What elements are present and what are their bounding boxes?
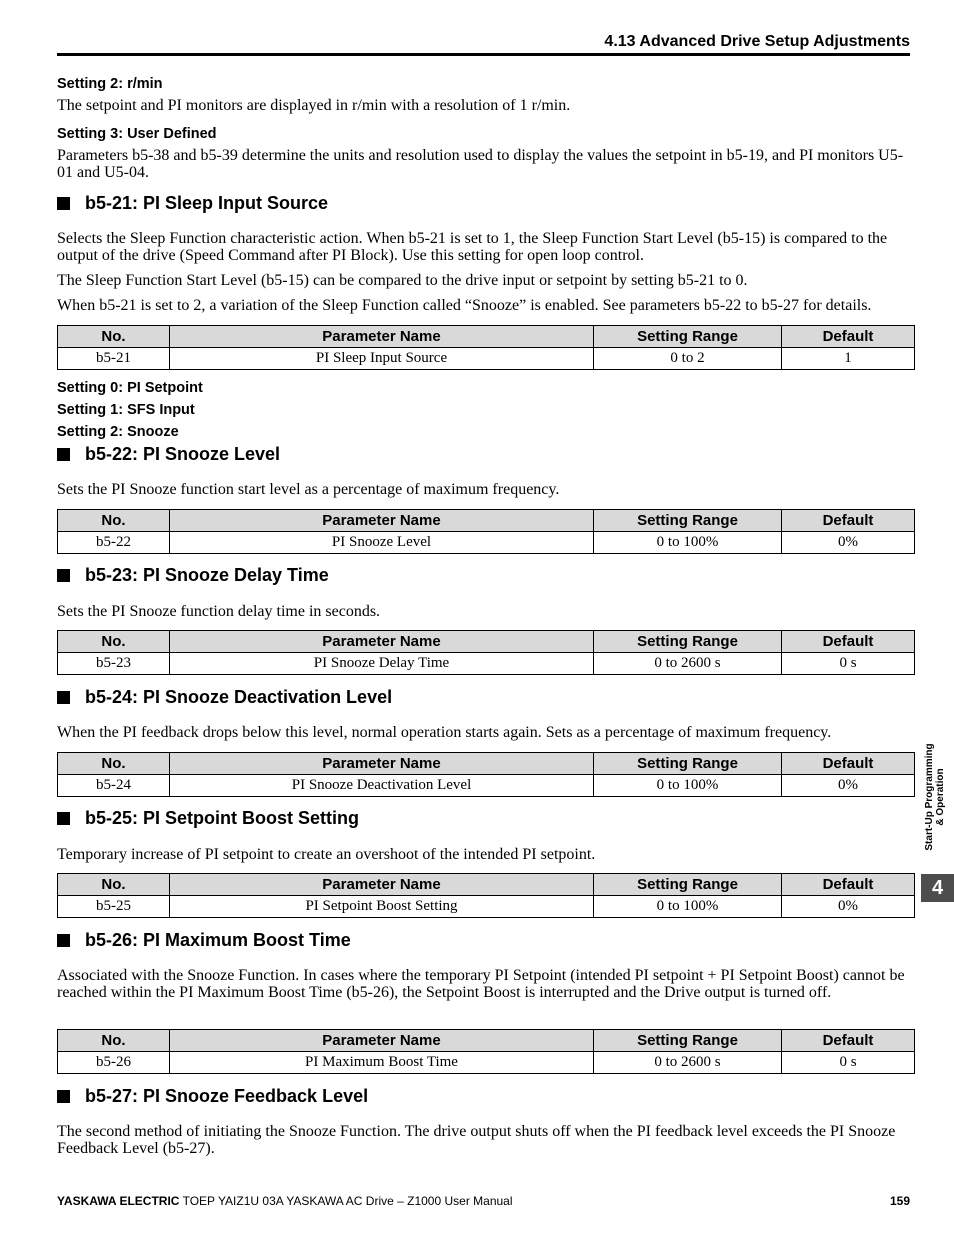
header-setting-range: Setting Range	[594, 326, 782, 348]
section-heading-b5-23	[57, 565, 329, 586]
cell-default: 0%	[782, 775, 915, 797]
b5-23-paragraph: Sets the PI Snooze function delay time in seconds.	[57, 603, 381, 620]
footer-page-number: 159	[889, 1194, 910, 1208]
section-heading-b5-21	[57, 193, 328, 214]
header-setting-range: Setting Range	[594, 874, 782, 896]
parameter-table-b5-25	[57, 873, 915, 918]
cell-default: 0 s	[782, 1052, 915, 1074]
chapter-side-label-line-2: & Operation	[935, 768, 946, 826]
chapter-side-label	[924, 743, 946, 850]
chapter-side-label-line-1: Start-Up Programming	[924, 743, 935, 851]
header-setting-range: Setting Range	[594, 510, 782, 532]
parameter-table-b5-26	[57, 1029, 915, 1074]
header-no: No.	[58, 1030, 170, 1052]
chapter-number-tab: 4	[921, 874, 954, 902]
cell-parameter-name: PI Setpoint Boost Setting	[170, 896, 594, 918]
header-parameter-name: Parameter Name	[170, 753, 594, 775]
header-default: Default	[782, 510, 915, 532]
table-row	[58, 1052, 915, 1074]
footer-doc-title: TOEP YAIZ1U 03A YASKAWA AC Drive – Z1000 User Manual	[179, 1194, 513, 1208]
b5-27-paragraph: The second method of initiating the Snooze Function. The drive output shuts off when the PI feedback level exceeds the PI Snooze Feedback Level (b5-27).	[57, 1123, 896, 1157]
header-no: No.	[58, 510, 170, 532]
cell-no: b5-24	[58, 775, 170, 797]
cell-default: 0%	[782, 532, 915, 554]
section-title: b5-24: PI Snooze Deactivation Level	[85, 687, 393, 707]
section-bullet	[57, 197, 70, 210]
header-setting-range: Setting Range	[594, 1030, 782, 1052]
cell-parameter-name: PI Maximum Boost Time	[170, 1052, 594, 1074]
b5-21-paragraph-2: The Sleep Function Start Level (b5-15) can be compared to the drive input or setpoint by setting b5-21 to 0.	[57, 272, 748, 289]
section-bullet	[57, 691, 70, 704]
table-row	[58, 775, 915, 797]
header-no: No.	[58, 753, 170, 775]
b5-24-paragraph: When the PI feedback drops below this level, normal operation starts again. Sets as a percentage of maximum frequency.	[57, 724, 832, 741]
header-setting-range: Setting Range	[594, 631, 782, 653]
section-bullet	[57, 569, 70, 582]
table-row	[58, 532, 915, 554]
header-rule	[57, 53, 910, 56]
cell-setting-range: 0 to 2	[594, 348, 782, 370]
setting-2-heading: Setting 2: r/min	[57, 76, 163, 92]
cell-default: 0%	[782, 896, 915, 918]
header-default: Default	[782, 631, 915, 653]
cell-no: b5-21	[58, 348, 170, 370]
cell-parameter-name: PI Snooze Level	[170, 532, 594, 554]
cell-no: b5-22	[58, 532, 170, 554]
section-title: b5-27: PI Snooze Feedback Level	[85, 1086, 369, 1106]
b5-22-paragraph: Sets the PI Snooze function start level as a percentage of maximum frequency.	[57, 481, 560, 498]
b5-25-paragraph: Temporary increase of PI setpoint to create an overshoot of the intended PI setpoint.	[57, 846, 596, 863]
setting-3-heading: Setting 3: User Defined	[57, 126, 217, 142]
section-heading-b5-24	[57, 687, 392, 708]
section-title: b5-22: PI Snooze Level	[85, 444, 281, 464]
cell-parameter-name: PI Snooze Delay Time	[170, 653, 594, 675]
section-bullet	[57, 934, 70, 947]
cell-parameter-name: PI Snooze Deactivation Level	[170, 775, 594, 797]
header-default: Default	[782, 874, 915, 896]
header-parameter-name: Parameter Name	[170, 1030, 594, 1052]
table-header-row	[58, 326, 915, 348]
b5-21-setting-0: Setting 0: PI Setpoint	[57, 380, 203, 396]
b5-21-paragraph-1: Selects the Sleep Function characteristic action. When b5-21 is set to 1, the Sleep Function Start Level (b5-15) is compared to the output of the drive (Speed Command after PI Block). Use this setting for open loop control.	[57, 230, 888, 264]
cell-parameter-name: PI Sleep Input Source	[170, 348, 594, 370]
cell-setting-range: 0 to 100%	[594, 532, 782, 554]
section-heading-b5-27	[57, 1086, 368, 1107]
header-default: Default	[782, 1030, 915, 1052]
header-no: No.	[58, 631, 170, 653]
table-row	[58, 653, 915, 675]
table-row	[58, 896, 915, 918]
b5-21-setting-1: Setting 1: SFS Input	[57, 402, 195, 418]
parameter-table-b5-23	[57, 630, 915, 675]
table-header-row	[58, 631, 915, 653]
section-title: b5-26: PI Maximum Boost Time	[85, 930, 351, 950]
parameter-table-b5-24	[57, 752, 915, 797]
table-header-row	[58, 510, 915, 532]
table-row	[58, 348, 915, 370]
cell-setting-range: 0 to 100%	[594, 896, 782, 918]
footer-brand: YASKAWA ELECTRIC	[57, 1194, 180, 1208]
section-title: b5-25: PI Setpoint Boost Setting	[85, 808, 360, 828]
cell-default: 0 s	[782, 653, 915, 675]
setting-3-text: Parameters b5-38 and b5-39 determine the units and resolution used to display the values the setpoint in b5-19, and PI monitors U5-01 and U5-04.	[57, 147, 904, 181]
header-default: Default	[782, 753, 915, 775]
header-parameter-name: Parameter Name	[170, 326, 594, 348]
section-bullet	[57, 812, 70, 825]
setting-2-text: The setpoint and PI monitors are displayed in r/min with a resolution of 1 r/min.	[57, 97, 571, 114]
header-parameter-name: Parameter Name	[170, 510, 594, 532]
header-no: No.	[58, 326, 170, 348]
cell-no: b5-23	[58, 653, 170, 675]
header-parameter-name: Parameter Name	[170, 631, 594, 653]
footer-document-info	[57, 1194, 513, 1208]
cell-setting-range: 0 to 100%	[594, 775, 782, 797]
section-bullet	[57, 1090, 70, 1103]
section-bullet	[57, 448, 70, 461]
parameter-table-b5-21	[57, 325, 915, 370]
section-heading-b5-22	[57, 444, 280, 465]
cell-setting-range: 0 to 2600 s	[594, 1052, 782, 1074]
section-heading-b5-25	[57, 808, 359, 829]
b5-26-paragraph: Associated with the Snooze Function. In cases where the temporary PI Setpoint (intended PI setpoint + PI Setpoint Boost) cannot be reached within the PI Maximum Boost Time (b5-26), the Setpoint Boost is interrupted and the Drive output is turned off.	[57, 967, 905, 1001]
parameter-table-b5-22	[57, 509, 915, 554]
table-header-row	[58, 753, 915, 775]
cell-no: b5-26	[58, 1052, 170, 1074]
table-header-row	[58, 1030, 915, 1052]
header-no: No.	[58, 874, 170, 896]
cell-default: 1	[782, 348, 915, 370]
cell-setting-range: 0 to 2600 s	[594, 653, 782, 675]
section-title: b5-23: PI Snooze Delay Time	[85, 565, 329, 585]
section-heading-b5-26	[57, 930, 351, 951]
header-parameter-name: Parameter Name	[170, 874, 594, 896]
table-header-row	[58, 874, 915, 896]
page-header-title: 4.13 Advanced Drive Setup Adjustments	[604, 33, 910, 50]
b5-21-paragraph-3: When b5-21 is set to 2, a variation of the Sleep Function called “Snooze” is enabled. See parameters b5-22 to b5-27 for details.	[57, 297, 872, 314]
b5-21-setting-2: Setting 2: Snooze	[57, 424, 179, 440]
section-title: b5-21: PI Sleep Input Source	[85, 193, 329, 213]
cell-no: b5-25	[58, 896, 170, 918]
header-setting-range: Setting Range	[594, 753, 782, 775]
header-default: Default	[782, 326, 915, 348]
